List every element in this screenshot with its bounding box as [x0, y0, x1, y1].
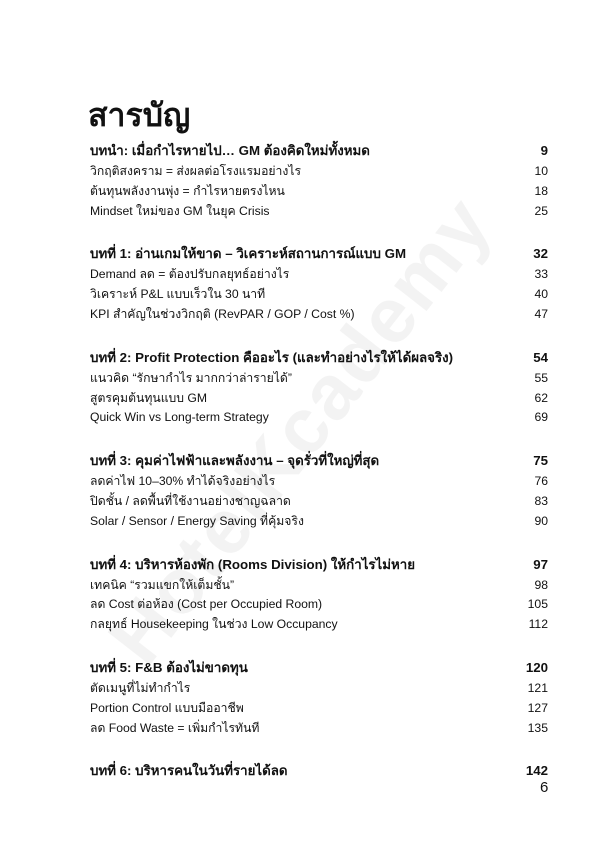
entry-title: KPI สำคัญในช่วงวิกฤติ (RevPAR / GOP / Cost %)	[90, 306, 355, 321]
toc-entry[interactable]	[90, 679, 548, 699]
chapter-1	[90, 243, 548, 324]
toc-entry[interactable]	[90, 472, 548, 492]
toc-entry[interactable]	[90, 162, 548, 182]
entry-title: แนวคิด “รักษากำไร มากกว่าล่ารายได้”	[90, 370, 292, 385]
chapter-title: บทที่ 2: Profit Protection คืออะไร (และทำอย่างไรให้ได้ผลจริง)	[90, 349, 454, 365]
chapter-page: 142	[525, 763, 548, 779]
entry-title: ลดค่าไฟ 10–30% ทำได้จริงอย่างไร	[90, 474, 276, 489]
table-of-contents	[90, 140, 548, 804]
entry-title: ลด Food Waste = เพิ่มกำไรทันที	[90, 720, 260, 735]
chapter-page: 54	[533, 349, 548, 365]
chapter-4	[90, 554, 548, 635]
chapter-6	[90, 760, 548, 782]
entry-title: Quick Win vs Long-term Strategy	[90, 410, 269, 425]
entry-page: 10	[534, 164, 548, 178]
entry-page: 98	[534, 577, 548, 592]
chapter-title: บทที่ 6: บริหารคนในวันที่รายได้ลด	[90, 763, 288, 779]
toc-entry[interactable]	[90, 389, 548, 409]
entry-title: ปิดชั้น / ลดพื้นที่ใช้งานอย่างชาญฉลาด	[90, 493, 291, 508]
entry-page: 18	[534, 183, 548, 198]
chapter-2	[90, 347, 548, 428]
entry-title: ตัดเมนูที่ไม่ทำกำไร	[90, 680, 191, 695]
entry-page: 83	[534, 493, 548, 508]
chapter-5	[90, 657, 548, 738]
chapter-page: 9	[540, 143, 548, 158]
chapter-3	[90, 450, 548, 531]
entry-title: วิเคราะห์ P&L แบบเร็วใน 30 นาที	[90, 287, 266, 302]
entry-page: 40	[534, 287, 548, 302]
chapter-heading[interactable]	[90, 554, 548, 576]
entry-title: วิกฤติสงคราม = ส่งผลต่อโรงแรมอย่างไร	[90, 164, 302, 178]
toc-entry[interactable]	[90, 369, 548, 389]
entry-title: Demand ลด = ต้องปรับกลยุทธ์อย่างไร	[90, 267, 290, 282]
chapter-page: 120	[525, 659, 548, 675]
chapter-title: บทนำ: เมื่อกำไรหายไป… GM ต้องคิดใหม่ทั้งหมด	[90, 143, 370, 158]
entry-title: ลด Cost ต่อห้อง (Cost per Occupied Room)	[90, 597, 323, 612]
entry-title: กลยุทธ์ Housekeeping ในช่วง Low Occupancy	[90, 617, 338, 632]
entry-page: 121	[527, 680, 548, 695]
toc-entry[interactable]	[90, 699, 548, 719]
chapter-page: 32	[533, 246, 548, 262]
toc-entry[interactable]	[90, 719, 548, 739]
toc-entry[interactable]	[90, 615, 548, 635]
chapter-heading[interactable]	[90, 657, 548, 679]
chapter-heading[interactable]	[90, 760, 548, 782]
entry-page: 90	[534, 513, 548, 528]
entry-page: 25	[534, 203, 548, 218]
entry-title: Mindset ใหม่ของ GM ในยุค Crisis	[90, 203, 270, 218]
entry-page: 76	[534, 474, 548, 489]
toc-entry[interactable]	[90, 492, 548, 512]
chapter-heading[interactable]	[90, 450, 548, 472]
entry-title: ต้นทุนพลังงานพุ่ง = กำไรหายตรงไหน	[90, 183, 285, 198]
toc-entry[interactable]	[90, 512, 548, 532]
chapter-intro	[90, 140, 548, 221]
entry-title: สูตรคุมต้นทุนแบบ GM	[90, 390, 208, 405]
chapter-title: บทที่ 3: คุมค่าไฟฟ้าและพลังงาน – จุดรั่วที่ใหญ่ที่สุด	[90, 453, 380, 469]
entry-page: 105	[527, 597, 548, 612]
entry-page: 55	[534, 370, 548, 385]
entry-page: 62	[534, 390, 548, 405]
toc-entry[interactable]	[90, 202, 548, 222]
entry-page: 127	[527, 700, 548, 715]
entry-title: Portion Control แบบมืออาชีพ	[90, 700, 244, 715]
chapter-title: บทที่ 4: บริหารห้องพัก (Rooms Division) ให้กำไรไม่หาย	[90, 556, 416, 572]
toc-entry[interactable]	[90, 305, 548, 325]
entry-page: 112	[528, 617, 548, 632]
chapter-heading[interactable]	[90, 347, 548, 369]
page-title: สารบัญ	[88, 96, 191, 134]
chapter-page: 97	[533, 556, 548, 572]
chapter-heading[interactable]	[90, 243, 548, 265]
chapter-page: 75	[533, 453, 548, 469]
toc-entry[interactable]	[90, 408, 548, 428]
entry-title: Solar / Sensor / Energy Saving ที่คุ้มจริง	[90, 513, 304, 528]
chapter-heading[interactable]	[90, 140, 548, 162]
entry-title: เทคนิค “รวมแขกให้เต็มชั้น”	[90, 577, 235, 592]
toc-entry[interactable]	[90, 576, 548, 596]
toc-entry[interactable]	[90, 595, 548, 615]
toc-entry[interactable]	[90, 182, 548, 202]
toc-entry[interactable]	[90, 265, 548, 285]
chapter-title: บทที่ 1: อ่านเกมให้ขาด – วิเคราะห์สถานการณ์แบบ GM	[90, 246, 407, 262]
entry-page: 33	[534, 267, 548, 282]
entry-page: 47	[534, 306, 548, 321]
chapter-title: บทที่ 5: F&B ต้องไม่ขาดทุน	[90, 659, 248, 675]
entry-page: 135	[527, 720, 548, 735]
toc-entry[interactable]	[90, 285, 548, 305]
entry-page: 69	[534, 410, 548, 425]
page-number: 6	[540, 779, 549, 796]
